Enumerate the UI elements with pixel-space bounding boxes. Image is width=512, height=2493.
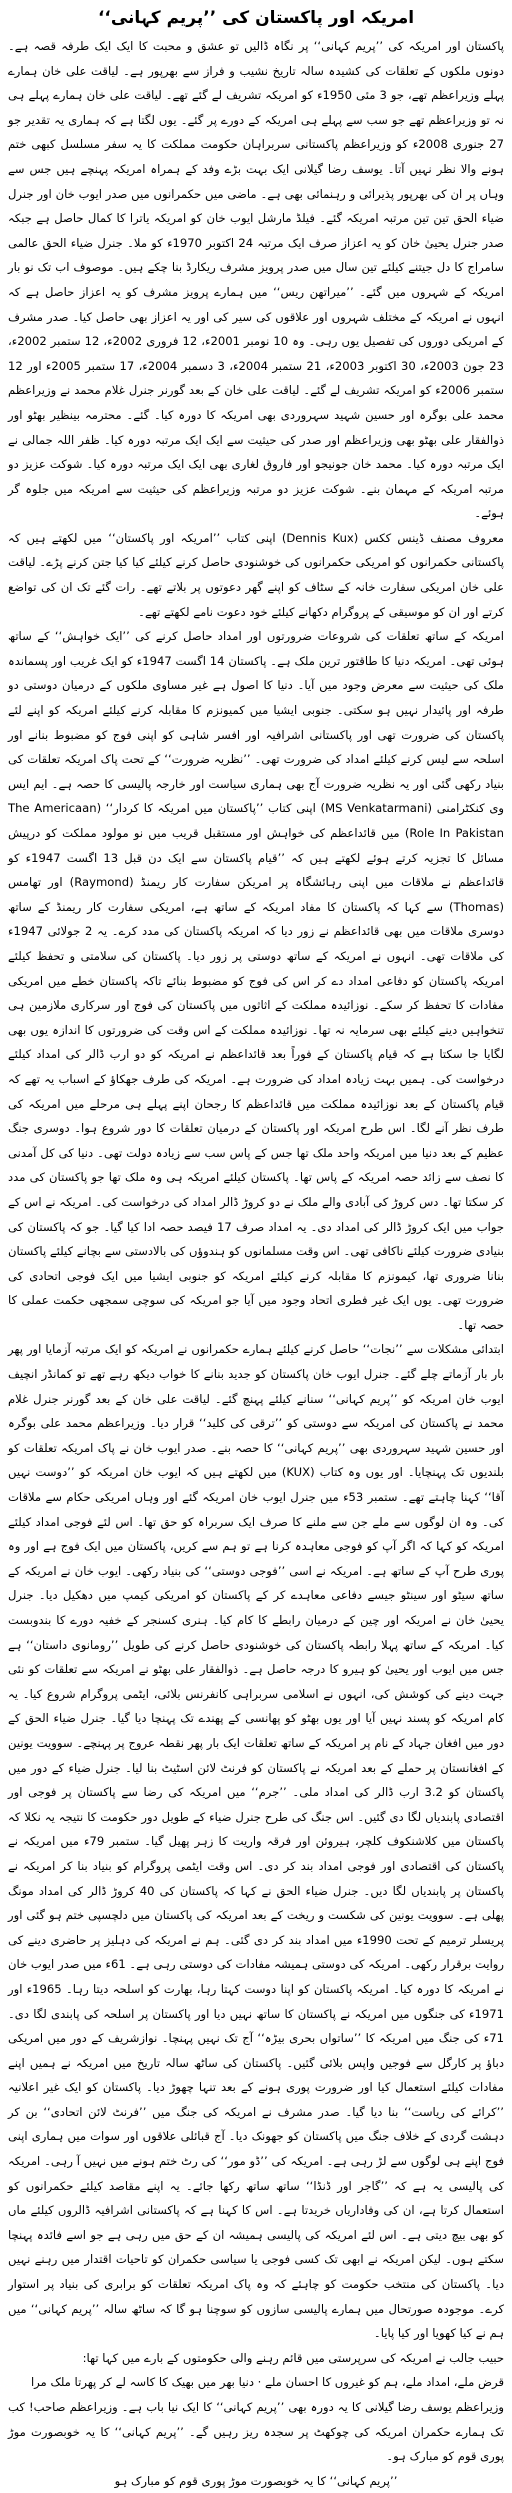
paragraph-6: وزیراعظم یوسف رضا گیلانی کا یہ دورہ بھی ’’پریم کہانی‘‘ کا ایک نیا باب ہے۔ وزیراعظم صاحب! کب تک ہمارے حکمران امریکہ کی چوکھٹ پر سجدہ ریز رہیں گے۔ ’’پریم کہانی‘‘ کا یہ خوبصورت موڑ پوری قوم کو مبارک ہو۔ [8, 2400, 504, 2464]
article-body [8, 34, 504, 2469]
paragraph-2: معروف مصنف ڈینس ککس (Dennis Kux) اپنی کتاب ’’امریکہ اور پاکستان‘‘ میں لکھتے ہیں کہ پاکستانی حکمرانوں کو امریکی حکمرانوں کی خوشنودی حاصل کرنے کیلئے کیا کیا جتن کرنے پڑے۔ لیاقت علی خان امریکی سفارت خانہ کے سٹاف کو اپنے گھر دعوتوں پر بلاتے تھے۔ رات گئے تک ان کی تواضع کرتے اور ان کو موسیقی کے پروگرام دکھانے کیلئے خود دعوت نامے لکھتے تھے۔ [8, 530, 505, 619]
paragraph-3: امریکہ کے ساتھ تعلقات کی شروعات ضرورتوں اور امداد حاصل کرنے کی ’’ایک خواہش‘‘ کے ساتھ ہوئی تھی۔ امریکہ دنیا کا طاقتور ترین ملک ہے۔ پاکستان 14 اگست 1947ء کو ایک غریب اور پسماندہ ملک کی حیثیت سے معرض وجود میں آیا۔ دنیا کا اصول ہے غیر مساوی ملکوں کے درمیان دوستی دو طرفہ اور پائیدار نہیں ہو سکتی۔ جنوبی ایشیا میں کمیونزم کا مقابلہ کرنے کیلئے امریکہ کو اپنے لئے پاکستان کی ضرورت تھی اور پاکستانی اشرافیہ اور افسر شاہی کو اپنی فوج کو مضبوط بنانے اور اسلحہ سے لیس کرنے کیلئے امداد کی ضرورت تھی۔ ’’نظریہ ضرورت‘‘ کے تحت پاک امریکہ تعلقات کی بنیاد رکھی گئی اور یہ نظریہ ضرورت آج بھی ہماری سیاست اور خارجہ پالیسی کا حصہ ہے۔ ایم ایس وی کنکٹرامنی (MS Venkatarmani) اپنی کتاب ’’پاکستان میں امریکہ کا کردار‘‘ (The Americaan Role In Pakistan) میں قائداعظم کی خواہش اور مستقبل قریب میں نو مولود مملکت کو درپیش مسائل کا تجزیہ کرتے ہوئے لکھتے ہیں کہ ’’قیام پاکستان سے ایک دن قبل 13 اگست 1947ء کو قائداعظم نے ملاقات میں اپنی رہائشگاہ پر امریکن سفارت کار ریمنڈ (Raymond) اور تھامس (Thomas) سے کہا کہ پاکستان کا مفاد امریکہ کے ساتھ ہے، امریکی سفارت کار ریمنڈ کے ساتھ دوسری ملاقات میں بھی قائداعظم نے زور دیا کہ امریکہ پاکستان کی مدد کرے۔ یہ 2 جولائی 1947ء کی ملاقات تھی۔ انہوں نے امریکہ کے ساتھ دوستی پر زور دیا۔ پاکستان کی سلامتی و تحفظ کیلئے امریکہ پاکستان کو دفاعی امداد دے کر اس کی فوج کو مضبوط بنائے تاکہ پاکستان خطے میں امریکی مفادات کا تحفظ کر سکے۔ نوزائیدہ مملکت کے اثاثوں میں پاکستان کی فوج اور سرکاری ملازمین ہی تنخواہیں دینے کیلئے بھی سرمایہ نہ تھا۔ نوزائیدہ مملکت کے اس وقت کی ضرورتوں کا اندازہ یوں بھی لگایا جا سکتا ہے کہ قیام پاکستان کے فوراً بعد قائداعظم نے امریکہ کو دو ارب ڈالر کی امداد کیلئے درخواست کی۔ ہمیں بہت زیادہ امداد کی ضرورت ہے۔ امریکہ کی طرف جھکاؤ کے اسباب یہ تھے کہ قیام پاکستان کے بعد نوزائیدہ مملکت میں قائداعظم کا رجحان اپنے پہلے ہی مرحلے میں امریکہ کی طرف نظر آنے لگا۔ اس طرح امریکہ اور پاکستان کے درمیان تعلقات کا دور شروع ہوا۔ دوسری جنگ عظیم کے بعد دنیا میں امریکہ واحد ملک تھا جس کے پاس سب سے زیادہ دولت تھی۔ دنیا کی کل آمدنی کا نصف سے زائد حصہ امریکہ کے پاس تھا۔ پاکستان کیلئے امریکہ ہی وہ ملک تھا جو پاکستان کی مدد کر سکتا تھا۔ دس کروڑ کی آبادی والے ملک نے دو کروڑ ڈالر امداد کی درخواست کی۔ امریکہ نے اس کے جواب میں ایک کروڑ ڈالر کی امداد دی۔ یہ امداد صرف 17 فیصد حصہ ادا کیا گیا۔ جو کہ پاکستان کی بنیادی ضرورت کیلئے ناکافی تھی۔ اس وقت مسلمانوں کو ہندوؤں کی بالادستی سے بچانے کیلئے پاکستان بنانا ضروری تھا، کیمونزم کا مقابلہ کرنے کیلئے امریکہ کو جنوبی ایشیا میں ایک فوجی اتحادی کی ضرورت تھی۔ یوں ایک غیر فطری اتحاد وجود میں آیا جو امریکہ کی سوچی سمجھی حکمت عملی کا حصہ تھا۔ [8, 629, 504, 1332]
poem-verse: قرض ملے، امداد ملے، ہم کو غیروں کا احسان ملے · دنیا بھر میں بھیک کا کاسہ لے کر پھرتا ملک مرا [30, 2375, 504, 2390]
paragraph-4: ابتدائی مشکلات سے ’’نجات‘‘ حاصل کرنے کیلئے ہمارے حکمرانوں نے امریکہ کو ایک مرتبہ آزمایا اور پھر بار بار آزماتے چلے گئے۔ جنرل ایوب خان پاکستان کو جدید بنانے کا خواب دیکھ رہے تھے تو کمانڈر انچیف ایوب خان امریکہ کو ’’پریم کہانی‘‘ سنانے کیلئے پہنچ گئے۔ لیاقت علی خان کے بعد گورنر جنرل غلام محمد نے پاکستان کی امریکہ سے دوستی کو ’’ترقی کی کلید‘‘ قرار دیا۔ وزیراعظم محمد علی بوگرہ اور حسین شہید سہروردی بھی ’’پریم کہانی‘‘ کا حصہ بنے۔ صدر ایوب خان نے پاک امریکہ تعلقات کو بلندیوں تک پہنچایا۔ اور یوں وہ کتاب (KUX) میں لکھتے ہیں کہ ایوب خان امریکہ کو ’’دوست نہیں آقا‘‘ کہنا چاہتے تھے۔ ستمبر 53ء میں جنرل ایوب خان امریکہ گئے اور وہاں امریکی حکام سے ملاقات کی۔ وہ ان لوگوں سے ملے جن سے ملنے کا صرف ایک سربراہ کو حق تھا۔ اس لئے فوجی امداد کیلئے امریکہ کو کہا کہ اگر آپ کو فوجی معاہدہ کرنا ہے تو ہم سے کریں، پاکستان میں ایک فوج ہے اور وہ پوری طرح آپ کے ساتھ ہے۔ امریکہ نے اسی ’’فوجی دوستی‘‘ کی بنیاد رکھی۔ ایوب خان نے امریکہ کے ساتھ سیٹو اور سینٹو جیسے دفاعی معاہدے کر کے پاکستان کو امریکی کیمپ میں دھکیل دیا۔ جنرل یحییٰ خان نے امریکہ اور چین کے درمیان رابطے کا کام کیا۔ ہنری کسنجر کے خفیہ دورے کا بندوبست کیا۔ امریکہ کے ساتھ پہلا رابطہ پاکستان کی خوشنودی حاصل کرنے کی طویل ’’رومانوی داستان‘‘ ہے جس میں ایوب اور یحییٰ کو ہیرو کا درجہ حاصل ہے۔ ذوالفقار علی بھٹو نے امریکہ سے تعلقات کو نئی جہت دینے کی کوشش کی، انہوں نے اسلامی سربراہی کانفرنس بلائی، ایٹمی پروگرام شروع کیا۔ یہ کام امریکہ کو پسند نہیں آیا اور یوں بھٹو کو پھانسی کے پھندے تک پہنچا دیا گیا۔ جنرل ضیاء الحق کے دور میں افغان جہاد کے نام پر امریکہ کے ساتھ تعلقات ایک بار پھر نقطہ عروج پر پہنچے۔ سوویت یونین کے افغانستان پر حملے کے بعد امریکہ نے پاکستان کو فرنٹ لائن اسٹیٹ بنا لیا۔ جنرل ضیاء کے دور میں پاکستان کو 3.2 ارب ڈالر کی امداد ملی۔ ’’جرم‘‘ میں امریکہ کی رضا سے پاکستان پر فوجی اور اقتصادی پابندیاں لگا دی گئیں۔ اس جنگ کی طرح جنرل ضیاء کے طویل دور حکومت کا نتیجہ یہ نکلا کہ پاکستان میں کلاشنکوف کلچر، ہیروئن اور فرقہ واریت کا زہر پھیل گیا۔ ستمبر 79ء میں امریکہ نے پاکستان کی اقتصادی اور فوجی امداد بند کر دی۔ اس وقت ایٹمی پروگرام کو بنیاد بنا کر امریکہ نے پاکستان پر پابندیاں لگا دیں۔ جنرل ضیاء الحق نے کہا کہ پاکستان کی 40 کروڑ ڈالر کی امداد مونگ پھلی ہے۔ سوویت یونین کی شکست و ریخت کے بعد امریکہ کی پاکستان میں دلچسپی ختم ہو گئی اور پریسلر ترمیم کے تحت 1990ء میں امداد بند کر دی گئی۔ ہم نے امریکہ کی دہلیز پر حاضری دینے کی روایت برقرار رکھی۔ امریکہ کی دوستی ہمیشہ مفادات کی دوستی رہی ہے۔ 61ء میں صدر ایوب خان نے امریکہ کا دورہ کیا۔ امریکہ پاکستان کو اپنا دوست کہتا رہا، بھارت کو اسلحہ دیتا رہا۔ 1965ء اور 1971ء کی جنگوں میں امریکہ نے پاکستان کا ساتھ نہیں دیا اور پاکستان پر اسلحہ کی پابندی لگا دی۔ 71ء کی جنگ میں امریکہ کا ’’ساتواں بحری بیڑہ‘‘ آج تک نہیں پہنچا۔ نوازشریف کے دور میں امریکی دباؤ پر کارگل سے فوجیں واپس بلائی گئیں۔ پاکستان کی ساٹھ سالہ تاریخ میں امریکہ نے ہمیں اپنے مفادات کیلئے استعمال کیا اور ضرورت پوری ہونے کے بعد تنہا چھوڑ دیا۔ پاکستان کو ایک غیر اعلانیہ ’’کرائے کی ریاست‘‘ بنا دیا گیا۔ صدر مشرف نے امریکہ کی جنگ میں ’’فرنٹ لائن اتحادی‘‘ بن کر دہشت گردی کے خلاف جنگ میں پاکستان کو جھونک دیا۔ آج قبائلی علاقوں اور سوات میں ہماری اپنی فوج اپنے ہی لوگوں سے لڑ رہی ہے۔ امریکہ کی ’’ڈو مور‘‘ کی رٹ ختم ہونے میں نہیں آ رہی۔ امریکہ کی پالیسی یہ ہے کہ ’’گاجر اور ڈنڈا‘‘ ساتھ ساتھ رکھا جائے۔ یہ اپنے مقاصد کیلئے حکمرانوں کو استعمال کرتا ہے، ان کی وفاداریاں خریدتا ہے۔ اس کا کہنا ہے کہ پاکستانی اشرافیہ ڈالروں کیلئے ماں کو بھی بیچ دیتی ہے۔ اس لئے امریکہ کی پالیسی ہمیشہ ان کے حق میں رہی ہے جو اسے فائدہ پہنچا سکتے ہوں۔ لیکن امریکہ نے ابھی تک کسی فوجی یا سیاسی حکمران کو تاحیات اقتدار میں رہنے نہیں دیا۔ پاکستان کی منتخب حکومت کو چاہئے کہ وہ پاک امریکہ تعلقات کو برابری کی بنیاد پر استوار کرے۔ موجودہ صورتحال میں ہمارے پالیسی سازوں کو سوچنا ہو گا کہ ساٹھ سالہ ’’پریم کہانی‘‘ میں ہم نے کیا کھویا اور کیا پایا۔ [8, 1342, 505, 2341]
article-title: امریکہ اور پاکستان کی ’’پریم کہانی‘‘ [97, 8, 415, 28]
article-signoff: ’’پریم کہانی‘‘ کا یہ خوبصورت موڑ پوری قوم کو مبارک ہو [114, 2473, 398, 2488]
paragraph-1: پاکستان اور امریکہ کی ’’پریم کہانی‘‘ پر نگاہ ڈالیں تو عشق و محبت کا ایک ایک طرفہ قصہ ہے۔ دونوں ملکوں کے تعلقات کی کشیدہ سالہ تاریخ نشیب و فراز سے بھرپور ہے۔ لیاقت علی خان ہمارے پہلے وزیراعظم تھے، جو 3 مئی 1950ء کو امریکہ تشریف لے گئے تھے۔ لیاقت علی خان ہمارے پہلے ہی نہ تو وزیراعظم تھے جو سب سے پہلے ہی امریکہ کے دورے پر گئے۔ یوں لگتا ہے کہ ہماری یہ تقدیر جو 27 جنوری 2008ء کو وزیراعظم پاکستانی سربراہان حکومت مملکت کا یہ سفر مسلسل کبھی ختم ہونے والا نظر نہیں آتا۔ یوسف رضا گیلانی ایک بہت بڑے وفد کے ہمراہ امریکہ پہنچے ہیں جس سے وہاں پر ان کی بھرپور پذیرائی و رہنمائی بھی ہے۔ ماضی میں حکمرانوں میں صدر ایوب خان اور جنرل ضیاء الحق تین تین مرتبہ امریکہ گئے۔ فیلڈ مارشل ایوب خان کو امریکہ یاترا کا کمال حاصل ہے جبکہ صدر جنرل یحییٰ خان کو یہ اعزاز صرف ایک مرتبہ 24 اکتوبر 1970ء کو ملا۔ جنرل ضیاء الحق عالمی سامراج کا دل جیتنے کیلئے تین سال میں صدر پرویز مشرف ریکارڈ بنا چکے ہیں۔ موصوف اب تک نو بار امریکہ کے شہروں میں گئے۔ ’’میراتھن ریس‘‘ میں ہمارے پرویز مشرف کو یہ اعزاز حاصل ہے کہ انہوں نے امریکہ کے مختلف شہروں اور علاقوں کی سیر کی اور یہ اعزاز بھی حاصل کیا۔ صدر مشرف کے امریکی دوروں کی تفصیل یوں رہی۔ وہ 10 نومبر 2001ء، 12 فروری 2002ء، 12 ستمبر 2002ء، 23 جون 2003ء، 30 اکتوبر 2003ء، 21 ستمبر 2004ء، 3 دسمبر 2004ء، 17 ستمبر 2005ء اور 12 ستمبر 2006ء کو امریکہ تشریف لے گئے۔ لیاقت علی خان کے بعد گورنر جنرل غلام محمد نے وزیراعظم محمد علی بوگرہ اور حسین شہید سہروردی بھی امریکہ کا دورہ کیا۔ گئے۔ محترمہ بینظیر بھٹو اور ذوالفقار علی بھٹو بھی وزیراعظم اور صدر کی حیثیت سے ایک ایک مرتبہ دورہ کیا۔ ظفر اللہ جمالی نے ایک مرتبہ دورہ کیا۔ محمد خان جونیجو اور فاروق لغاری بھی ایک ایک مرتبہ دورہ کیا۔ شوکت عزیز دو مرتبہ امریکہ کے مہمان بنے۔ شوکت عزیز دو مرتبہ وزیراعظم کی حیثیت سے امریکہ میں جلوہ گر ہوئے۔ [8, 39, 505, 521]
paragraph-5: حبیب جالب نے امریکہ کی سرپرستی میں قائم رہنے والی حکومتوں کے بارے میں کہا تھا: [82, 2350, 504, 2365]
